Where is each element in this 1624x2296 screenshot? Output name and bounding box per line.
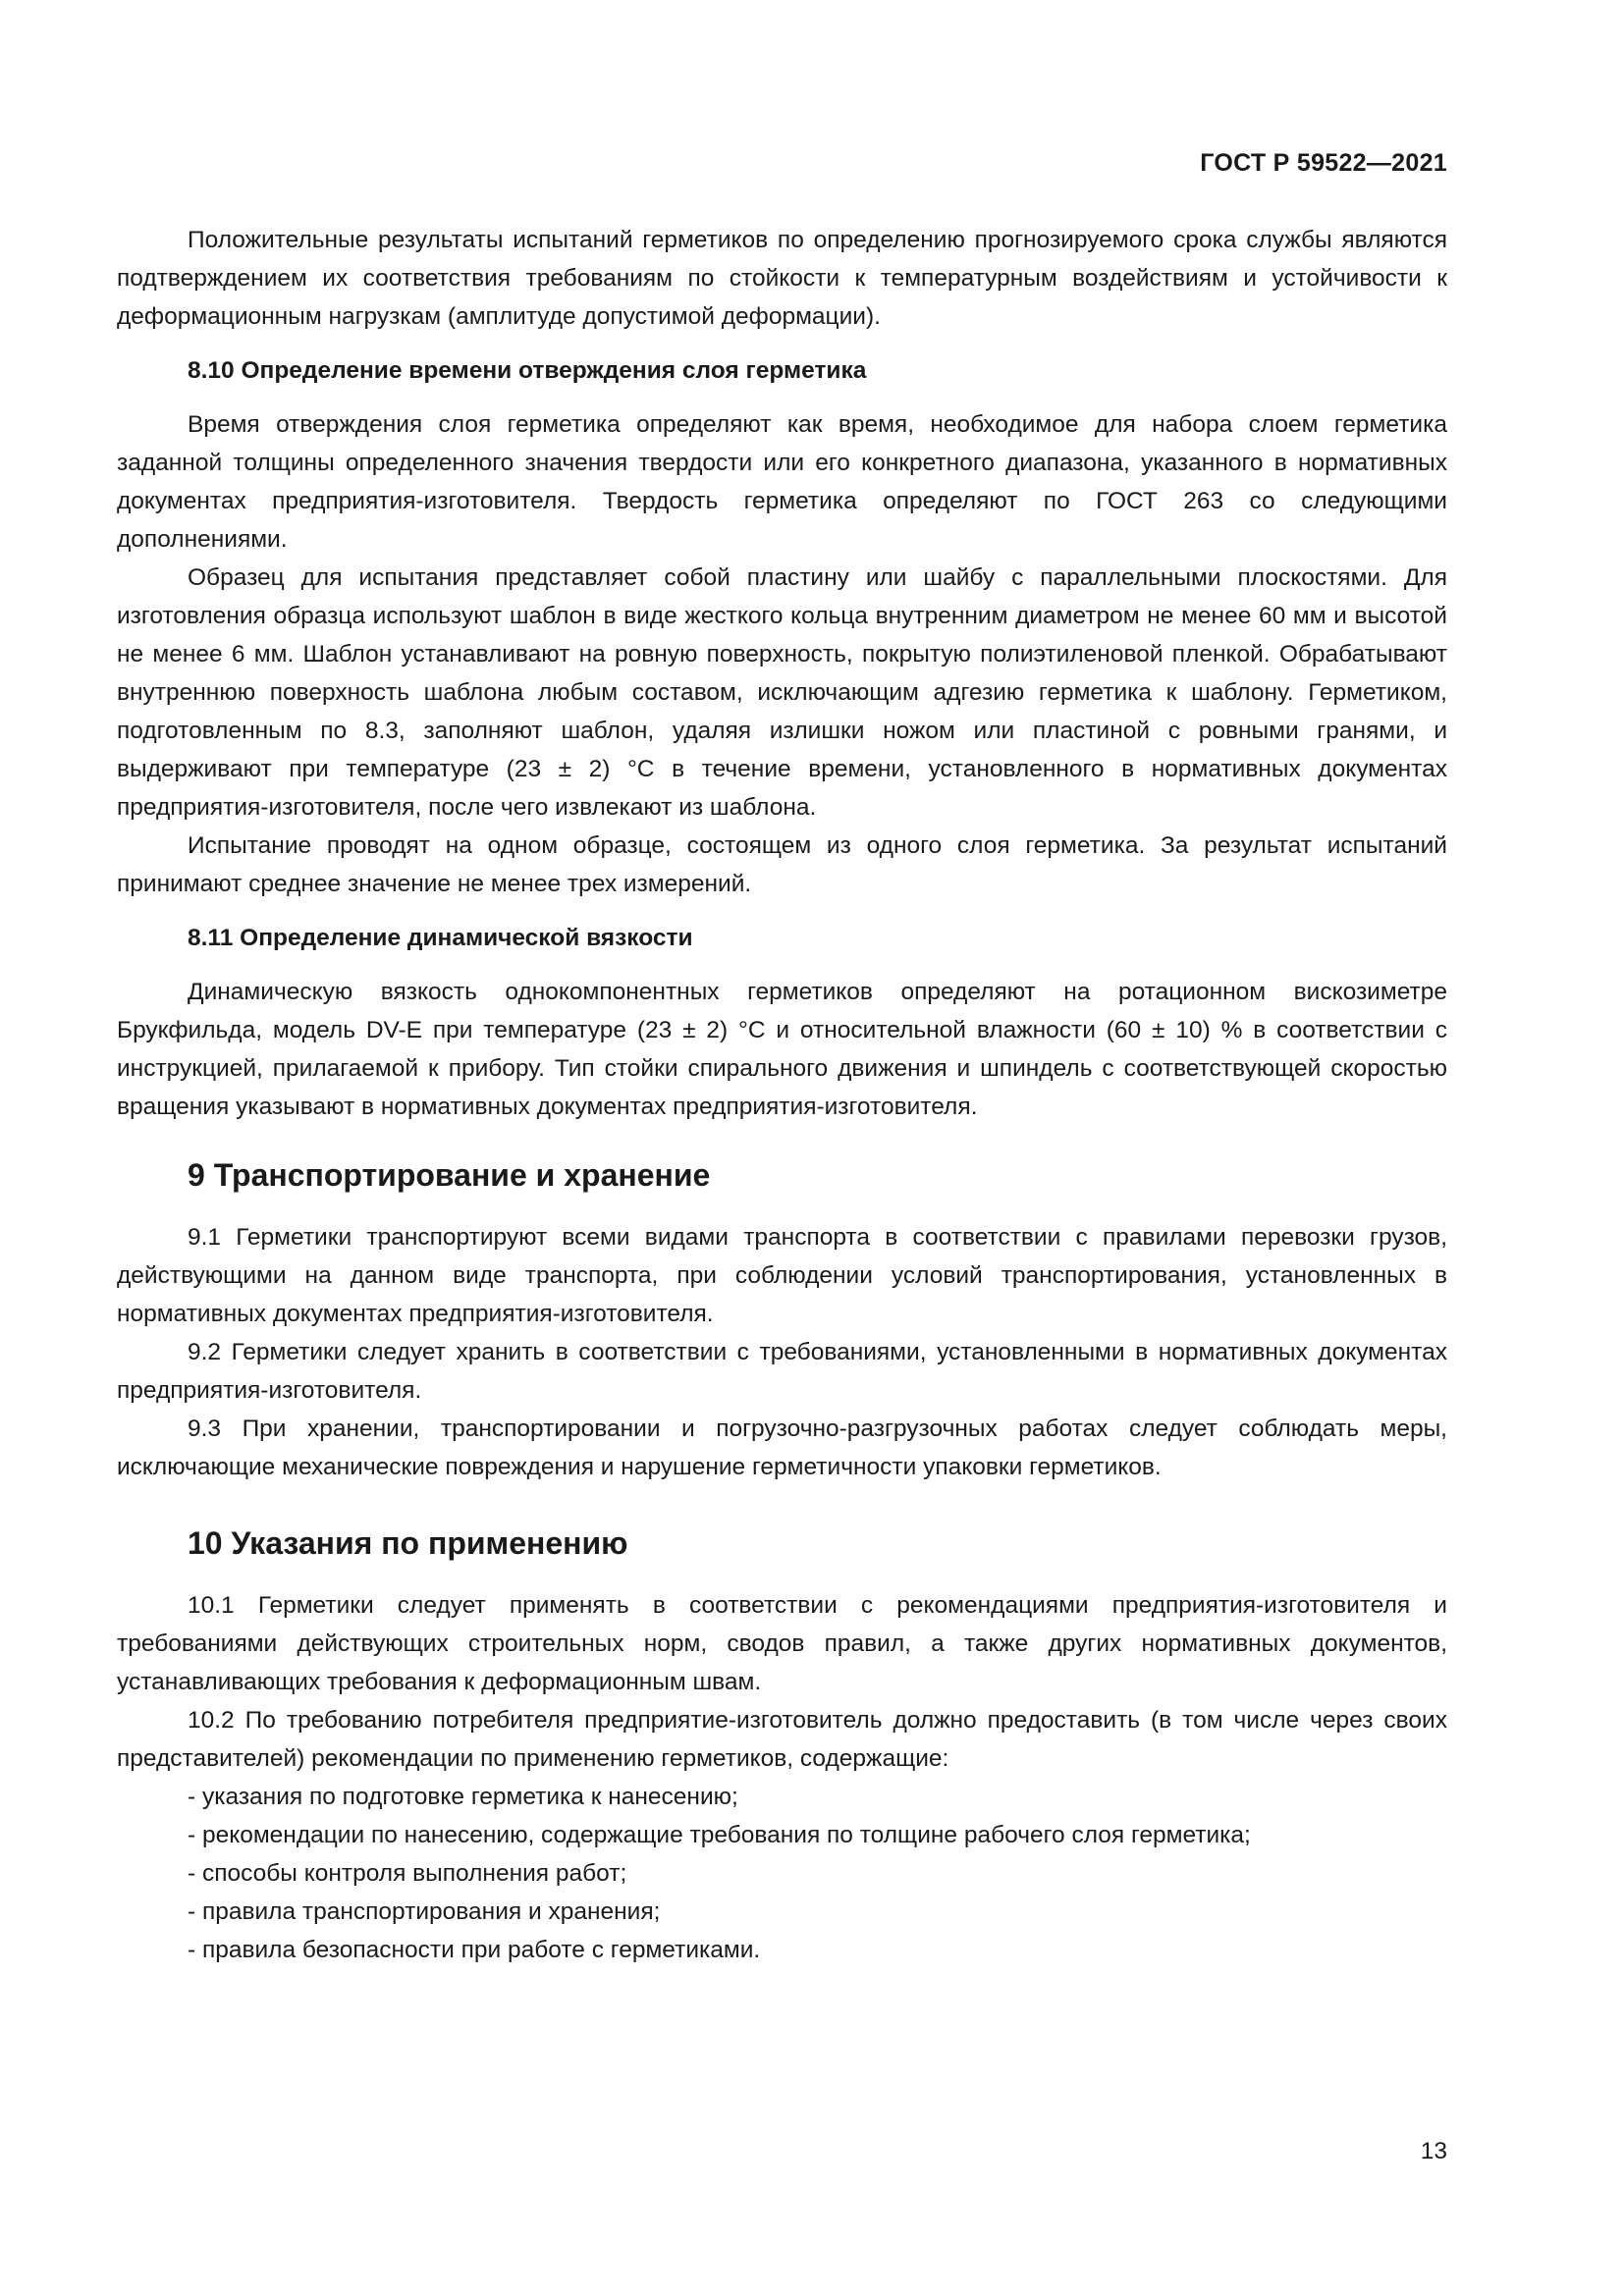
intro-paragraph: Положительные результаты испытаний герметиков по определению прогнозируемого срока службы являются подтверждением их соответствия требованиям по стойкости к температурным воздействиям и устойчивости к деформационным нагрузкам (амплитуде допустимой деформации). <box>117 227 1447 330</box>
page-content <box>117 221 1447 1969</box>
paragraph-8-10-b: Образец для испытания представляет собой пластину или шайбу с параллельными плоскостями. Для изготовления образца используют шаблон в виде жесткого кольца внутренним диаметром не менее 60 мм и высотой не менее 6 мм. Шаблон устанавливают на ровную поверхность, покрытую полиэтиленовой пленкой. Обрабатывают внутреннюю поверхность шаблона любым составом, исключающим адгезию герметика к шаблону. Герметиком, подготовленным по 8.3, заполняют шаблон, удаляя излишки ножом или пластиной с ровными гранями, и выдерживают при температуре (23 ± 2) °С в течение времени, установленного в нормативных документах предприятия-изготовителя, после чего извлекают из шаблона. <box>117 564 1447 821</box>
paragraph-8-10-a: Время отверждения слоя герметика определяют как время, необходимое для набора слоем герметика заданной толщины определенного значения твердости или его конкретного диапазона, указанного в нормативных документах предприятия-изготовителя. Твердость герметика определяют по ГОСТ 263 со следующими дополнениями. <box>117 411 1447 553</box>
paragraph-8-11: Динамическую вязкость однокомпонентных герметиков определяют на ротационном вискозиметре Брукфильда, модель DV-E при температуре (23 ± 2) °С и относительной влажности (60 ± 10) % в соответствии с инструкцией, прилагаемой к прибору. Тип стойки спирального движения и шпиндель с соответствующей скоростью вращения указывают в нормативных документах предприятия-изготовителя. <box>117 979 1447 1120</box>
page-number: 13 <box>1420 2138 1447 2164</box>
section-heading-9: 9 Транспортирование и хранение <box>188 1157 711 1193</box>
list-item: - правила транспортирования и хранения; <box>188 1898 661 1925</box>
subsection-heading-8-11: 8.11 Определение динамической вязкости <box>188 925 693 951</box>
paragraph-9-1: 9.1 Герметики транспортируют всеми видами транспорта в соответствии с правилами перевозки грузов, действующими на данном виде транспорта, при соблюдении условий транспортирования, установленных в нормативных документах предприятия-изготовителя. <box>117 1224 1447 1327</box>
paragraph-9-3: 9.3 При хранении, транспортировании и погрузочно-разгрузочных работах следует соблюдать меры, исключающие механические повреждения и нарушение герметичности упаковки герметиков. <box>117 1415 1447 1480</box>
list-item: - указания по подготовке герметика к нанесению; <box>188 1784 738 1810</box>
list-item: - правила безопасности при работе с герметиками. <box>188 1937 761 1963</box>
paragraph-10-2: 10.2 По требованию потребителя предприятие-изготовитель должно предоставить (в том числе через своих представителей) рекомендации по применению герметиков, содержащие: <box>117 1707 1447 1772</box>
paragraph-10-1: 10.1 Герметики следует применять в соответствии с рекомендациями предприятия-изготовителя и требованиями действующих строительных норм, сводов правил, а также других нормативных документов, устанавливающих требования к деформационным швам. <box>117 1592 1447 1695</box>
subsection-heading-8-10: 8.10 Определение времени отверждения слоя герметика <box>188 357 867 384</box>
list-item: - рекомендации по нанесению, содержащие требования по толщине рабочего слоя герметика; <box>188 1822 1251 1848</box>
paragraph-8-10-c: Испытание проводят на одном образце, состоящем из одного слоя герметика. За результат испытаний принимают среднее значение не менее трех измерений. <box>117 832 1447 897</box>
list-item: - способы контроля выполнения работ; <box>188 1860 627 1887</box>
document-code: ГОСТ Р 59522—2021 <box>1200 149 1447 177</box>
section-heading-10: 10 Указания по применению <box>188 1525 628 1561</box>
paragraph-9-2: 9.2 Герметики следует хранить в соответствии с требованиями, установленными в нормативных документах предприятия-изготовителя. <box>117 1339 1447 1404</box>
